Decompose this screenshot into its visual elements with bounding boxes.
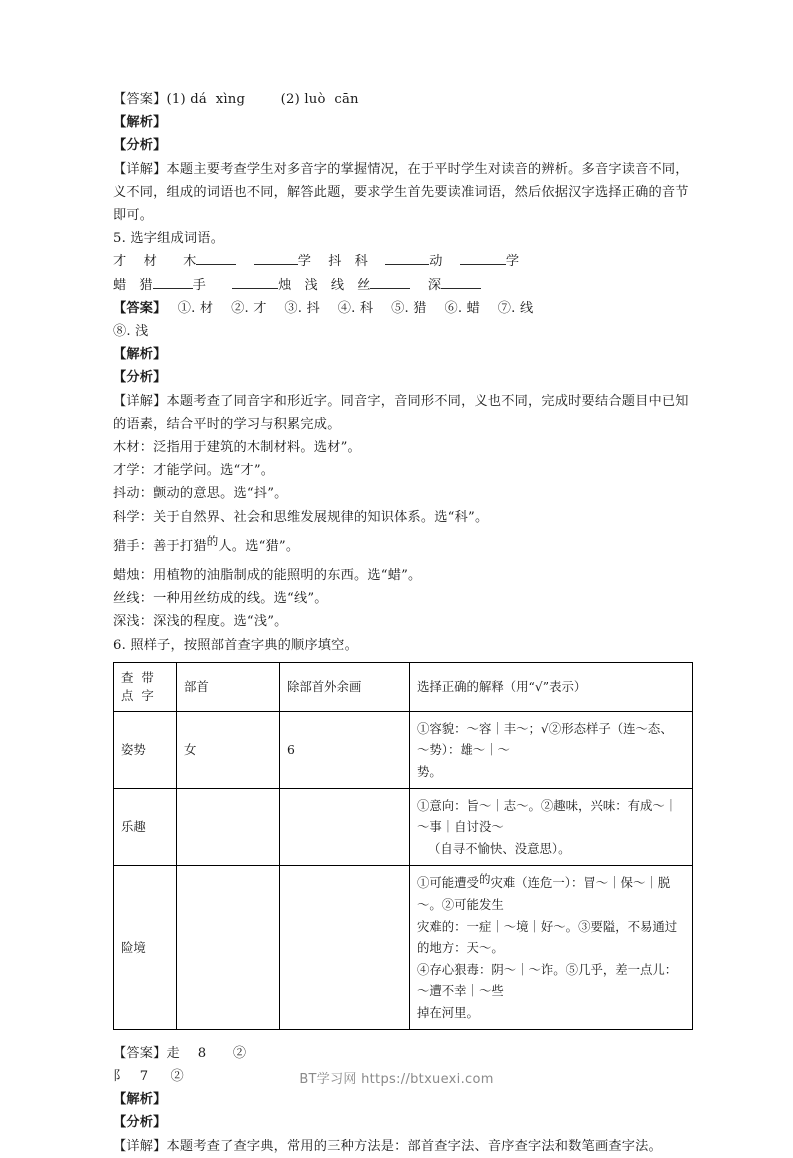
xiangjie-paragraph-q4: 【详解】本题主要考查学生对多音字的掌握情况，在于平时学生对读音的辨析。多音字读音不同，义不同，组成的词语也不同，解答此题，要求学生首先要读准词语，然后依据汉字选择正确的音节即可。 xyxy=(113,161,689,224)
fenxi-label-q5: 【分析】 xyxy=(113,370,167,386)
row1-meaning-line1: ①容貌：～容｜丰～；√②形态样子（连～态、～势）：雄～｜～ xyxy=(417,720,673,757)
row3-strokes[interactable] xyxy=(280,865,410,1029)
q5-explain-1: 木材：泛指用于建筑的木制材料。选材”。 xyxy=(113,440,361,456)
row1-char: 姿势 xyxy=(114,711,177,788)
question-5-blanks-row-1 xyxy=(113,250,693,273)
row3-l1-pre: ①可能遭受 xyxy=(417,874,479,890)
q5-r2-t2: 手 xyxy=(192,277,206,293)
row1-radical[interactable]: 女 xyxy=(177,711,280,788)
q5-blank-7[interactable] xyxy=(370,288,410,289)
answer-line-q4: 【答案】(1) dá xìng (2) luò cān xyxy=(113,92,359,107)
table-row xyxy=(114,788,693,865)
q5-explain-3: 抖动：颤动的意思。选“抖”。 xyxy=(113,486,288,502)
document-body xyxy=(113,88,693,1158)
row3-meaning[interactable] xyxy=(410,865,693,1029)
q5-r2-t1: 猎 xyxy=(139,277,153,293)
row2-radical[interactable] xyxy=(177,788,280,865)
row3-meaning-line1 xyxy=(417,872,685,915)
header-cell-meaning: 选择正确的解释（用“√”表示） xyxy=(410,662,693,711)
post-table-gap xyxy=(113,1030,693,1042)
q5-explain-7: 丝线：一种用丝纺成的线。选“线”。 xyxy=(113,591,328,607)
q5-explain-8: 深浅：深浅的程度。选“浅”。 xyxy=(113,614,288,630)
q5-explain-5 xyxy=(113,535,693,558)
header-char-line1: 查 带 xyxy=(121,669,156,685)
q5-blank-2[interactable] xyxy=(254,264,298,265)
row3-meaning-line4: 掉在河里。 xyxy=(417,1004,479,1020)
q5-blank-6[interactable] xyxy=(232,288,278,289)
q5-blank-4[interactable] xyxy=(460,264,506,265)
header-cell-radical: 部首 xyxy=(177,662,280,711)
xiangjie-paragraph-q5: 【详解】本题考查了同音字和形近字。同音字，音同形不同，义也不同，完成时要结合题目中已知的语素，结合平时的学习与积累完成。 xyxy=(113,393,689,432)
q5-ans-2: ③. 抖 xyxy=(284,300,320,316)
question-5-stem: 5. 选字组成词语。 xyxy=(113,231,225,247)
q5-ans-3: ④. 科 xyxy=(337,300,374,316)
table-row xyxy=(114,711,693,788)
header-cell-char xyxy=(114,662,177,711)
answer-label-q5: 【答案】 xyxy=(113,300,160,316)
fenxi-label-q4: 【分析】 xyxy=(113,138,167,154)
q5-r2-t3: 烛 xyxy=(278,277,292,293)
row2-char: 乐趣 xyxy=(114,788,177,865)
question-6-stem: 6. 照样子，按照部首查字典的顺序填空。 xyxy=(113,637,358,653)
row2-strokes[interactable] xyxy=(280,788,410,865)
footer-watermark: BT学习网 https://btxuexi.com xyxy=(299,1072,494,1087)
q5-r1-t3: 学 xyxy=(297,254,311,270)
q5-explain-5-raised: 的 xyxy=(206,533,219,548)
row3-radical[interactable] xyxy=(177,865,280,1029)
xiangjie-paragraph-q6: 【详解】本题考查了查字典，常用的三种方法是：部首查字法、音序查字法和数笔画查字法。 xyxy=(113,1138,662,1154)
q5-explain-6: 蜡烛：用植物的油脂制成的能照明的东西。选“蜡”。 xyxy=(113,568,422,584)
table-header-row xyxy=(114,662,693,711)
row3-l1-raised: 的 xyxy=(478,871,491,886)
q5-ans-5: ⑥. 蜡 xyxy=(444,300,481,316)
q5-r2-t7: 深 xyxy=(427,277,442,293)
question-6-answer-line-2: 阝 7 ② xyxy=(113,1069,184,1085)
q5-blank-8[interactable] xyxy=(441,288,481,289)
question-6-answer-line-1: 【答案】走 8 ② xyxy=(113,1045,247,1061)
q5-r1-t0: 才 xyxy=(113,254,127,270)
jiexi-label-q5: 【解析】 xyxy=(113,347,167,363)
q5-r2-t6: 丝 xyxy=(357,277,371,293)
jiexi-label-q4: 【解析】 xyxy=(113,115,167,131)
header-cell-strokes: 除部首外余画 xyxy=(280,662,410,711)
q5-explain-5-pre: 猎手：善于打猎 xyxy=(113,538,207,554)
q5-explain-4: 科学：关于自然界、社会和思维发展规律的知识体系。选“科”。 xyxy=(113,509,489,525)
q5-r2-t5: 线 xyxy=(330,277,345,293)
q5-explain-5-post: 人。选“猎”。 xyxy=(218,538,300,554)
q5-ans-0: ①. 材 xyxy=(177,300,214,316)
q5-ans-4: ⑤. 猎 xyxy=(391,300,427,316)
dictionary-lookup-table xyxy=(113,662,693,1030)
q5-r1-t7: 学 xyxy=(505,254,520,270)
header-char-line2: 点 字 xyxy=(121,687,156,703)
row3-l1-post: 灾难（连危一）：冒～｜保～｜脱～。②可能发生 xyxy=(417,874,671,912)
row3-meaning-line2: 灾难的：一症｜～境｜好～。③要隘，不易通过的地方：天～。 xyxy=(417,918,678,955)
q5-ans-6: ⑦. 线 xyxy=(497,300,534,316)
q5-ans-1: ②. 才 xyxy=(231,300,267,316)
q5-r1-t6: 动 xyxy=(429,254,443,270)
row1-strokes[interactable]: 6 xyxy=(280,711,410,788)
q5-r2-t4: 浅 xyxy=(304,277,318,293)
jiexi-label-q6: 【解析】 xyxy=(113,1092,167,1108)
q5-blank-1[interactable] xyxy=(196,264,236,265)
row1-meaning[interactable] xyxy=(410,711,693,788)
table-row xyxy=(114,865,693,1029)
fenxi-label-q6: 【分析】 xyxy=(113,1115,167,1131)
row3-meaning-line3: ④存心狠毒：阴～｜～诈。⑤几乎，差一点儿：～遭不幸｜～些 xyxy=(417,961,678,998)
row2-meaning[interactable] xyxy=(410,788,693,865)
q5-r1-t2: 木 xyxy=(183,254,197,270)
q5-blank-5[interactable] xyxy=(153,288,193,289)
q5-ans-7: ⑧. 浅 xyxy=(113,324,149,340)
row3-char: 险境 xyxy=(114,865,177,1029)
row1-meaning-line2: 势。 xyxy=(417,763,442,779)
question-5-answer-line xyxy=(113,297,693,343)
row2-meaning-line2: （自寻不愉快、没意思）。 xyxy=(428,840,571,856)
q5-r1-t5: 科 xyxy=(354,254,368,270)
row2-meaning-line1: ①意向：旨～｜志～。②趣味，兴味：有成～｜～事｜自讨没～ xyxy=(417,797,678,834)
q5-r1-t4: 抖 xyxy=(328,254,342,270)
q5-blank-3[interactable] xyxy=(385,264,429,265)
q5-explain-2: 才学：才能学问。选“才”。 xyxy=(113,463,275,479)
q5-r1-t1: 材 xyxy=(143,254,157,270)
q5-r2-t0: 蜡 xyxy=(113,277,127,293)
question-5-blanks-row-2 xyxy=(113,274,693,297)
